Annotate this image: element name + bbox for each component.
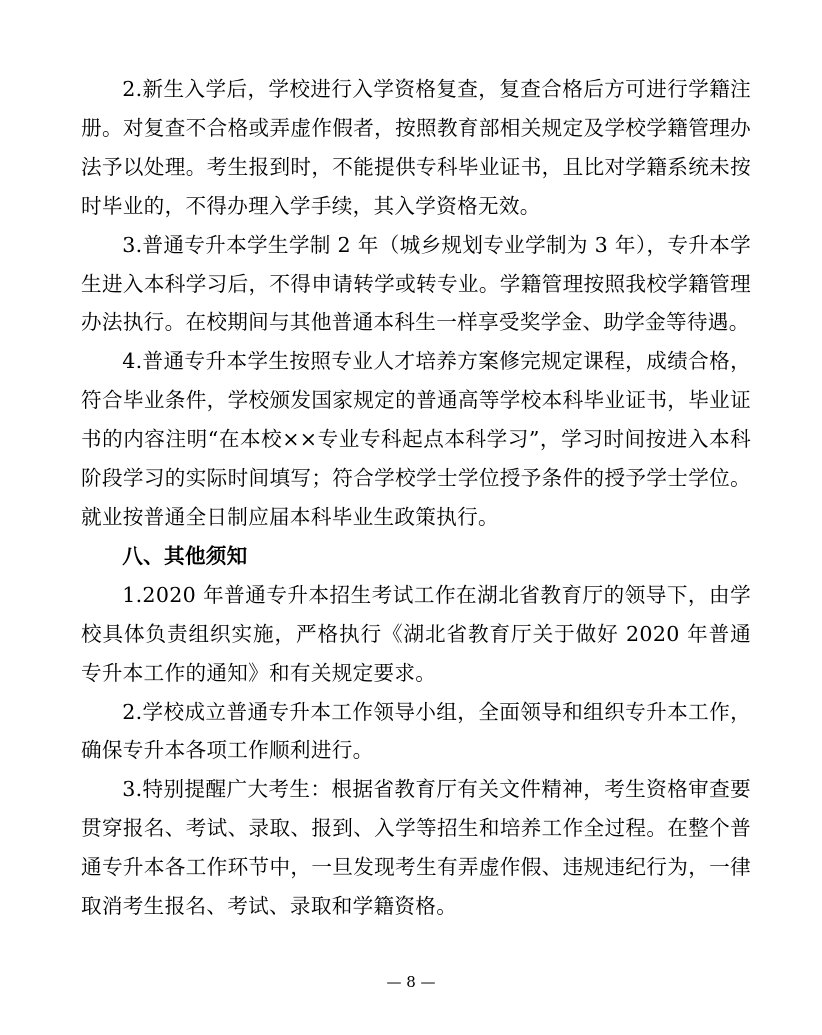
paragraph-graduation: 4.普通专升本学生按照专业人才培养方案修完规定课程，成绩合格，符合毕业条件，学校颁发国家规定的普通高等学校本科毕业证书，毕业证书的内容注明“在本校××专业专科起点本科学习”，学习时间按进入本科阶段学习的实际时间填写；符合学校学士学位授予条件的授予学士学位。就业按普通全日制应届本科毕业生政策执行。: [81, 349, 751, 529]
section-heading-other-notes: 八、其他须知: [122, 543, 248, 568]
paragraph-leadership-group: 2.学校成立普通专升本工作领导小组，全面领导和组织专升本工作，确保专升本各项工作顺利进行。: [81, 699, 751, 763]
paragraph-exam-organization: 1.2020 年普通专升本招生考试工作在湖北省教育厅的领导下，由学校具体负责组织实施，严格执行《湖北省教育厅关于做好 2020 年普通专升本工作的通知》和有关规定要求。: [81, 582, 751, 685]
page-number: — 8 —: [386, 973, 436, 991]
paragraph-special-reminder: 3.特别提醒广大考生：根据省教育厅有关文件精神，考生资格审查要贯穿报名、考试、录取、报到、入学等招生和培养工作全过程。在整个普通专升本各工作环节中，一旦发现考生有弄虚作假、违规违纪行为，一律取消考生报名、考试、录取和学籍资格。: [81, 777, 751, 919]
document-body: [81, 70, 751, 926]
paragraph-study-duration: 3.普通专升本学生学制 2 年（城乡规划专业学制为 3 年），专升本学生进入本科学习后，不得申请转学或转专业。学籍管理按照我校学籍管理办法执行。在校期间与其他普通本科生一样享受奖学金、助学金等待遇。: [81, 232, 751, 335]
paragraph-new-student-review: 2.新生入学后，学校进行入学资格复查，复查合格后方可进行学籍注册。对复查不合格或弄虚作假者，按照教育部相关规定及学校学籍管理办法予以处理。考生报到时，不能提供专科毕业证书，且比对学籍系统未按时毕业的，不得办理入学手续，其入学资格无效。: [81, 77, 751, 218]
